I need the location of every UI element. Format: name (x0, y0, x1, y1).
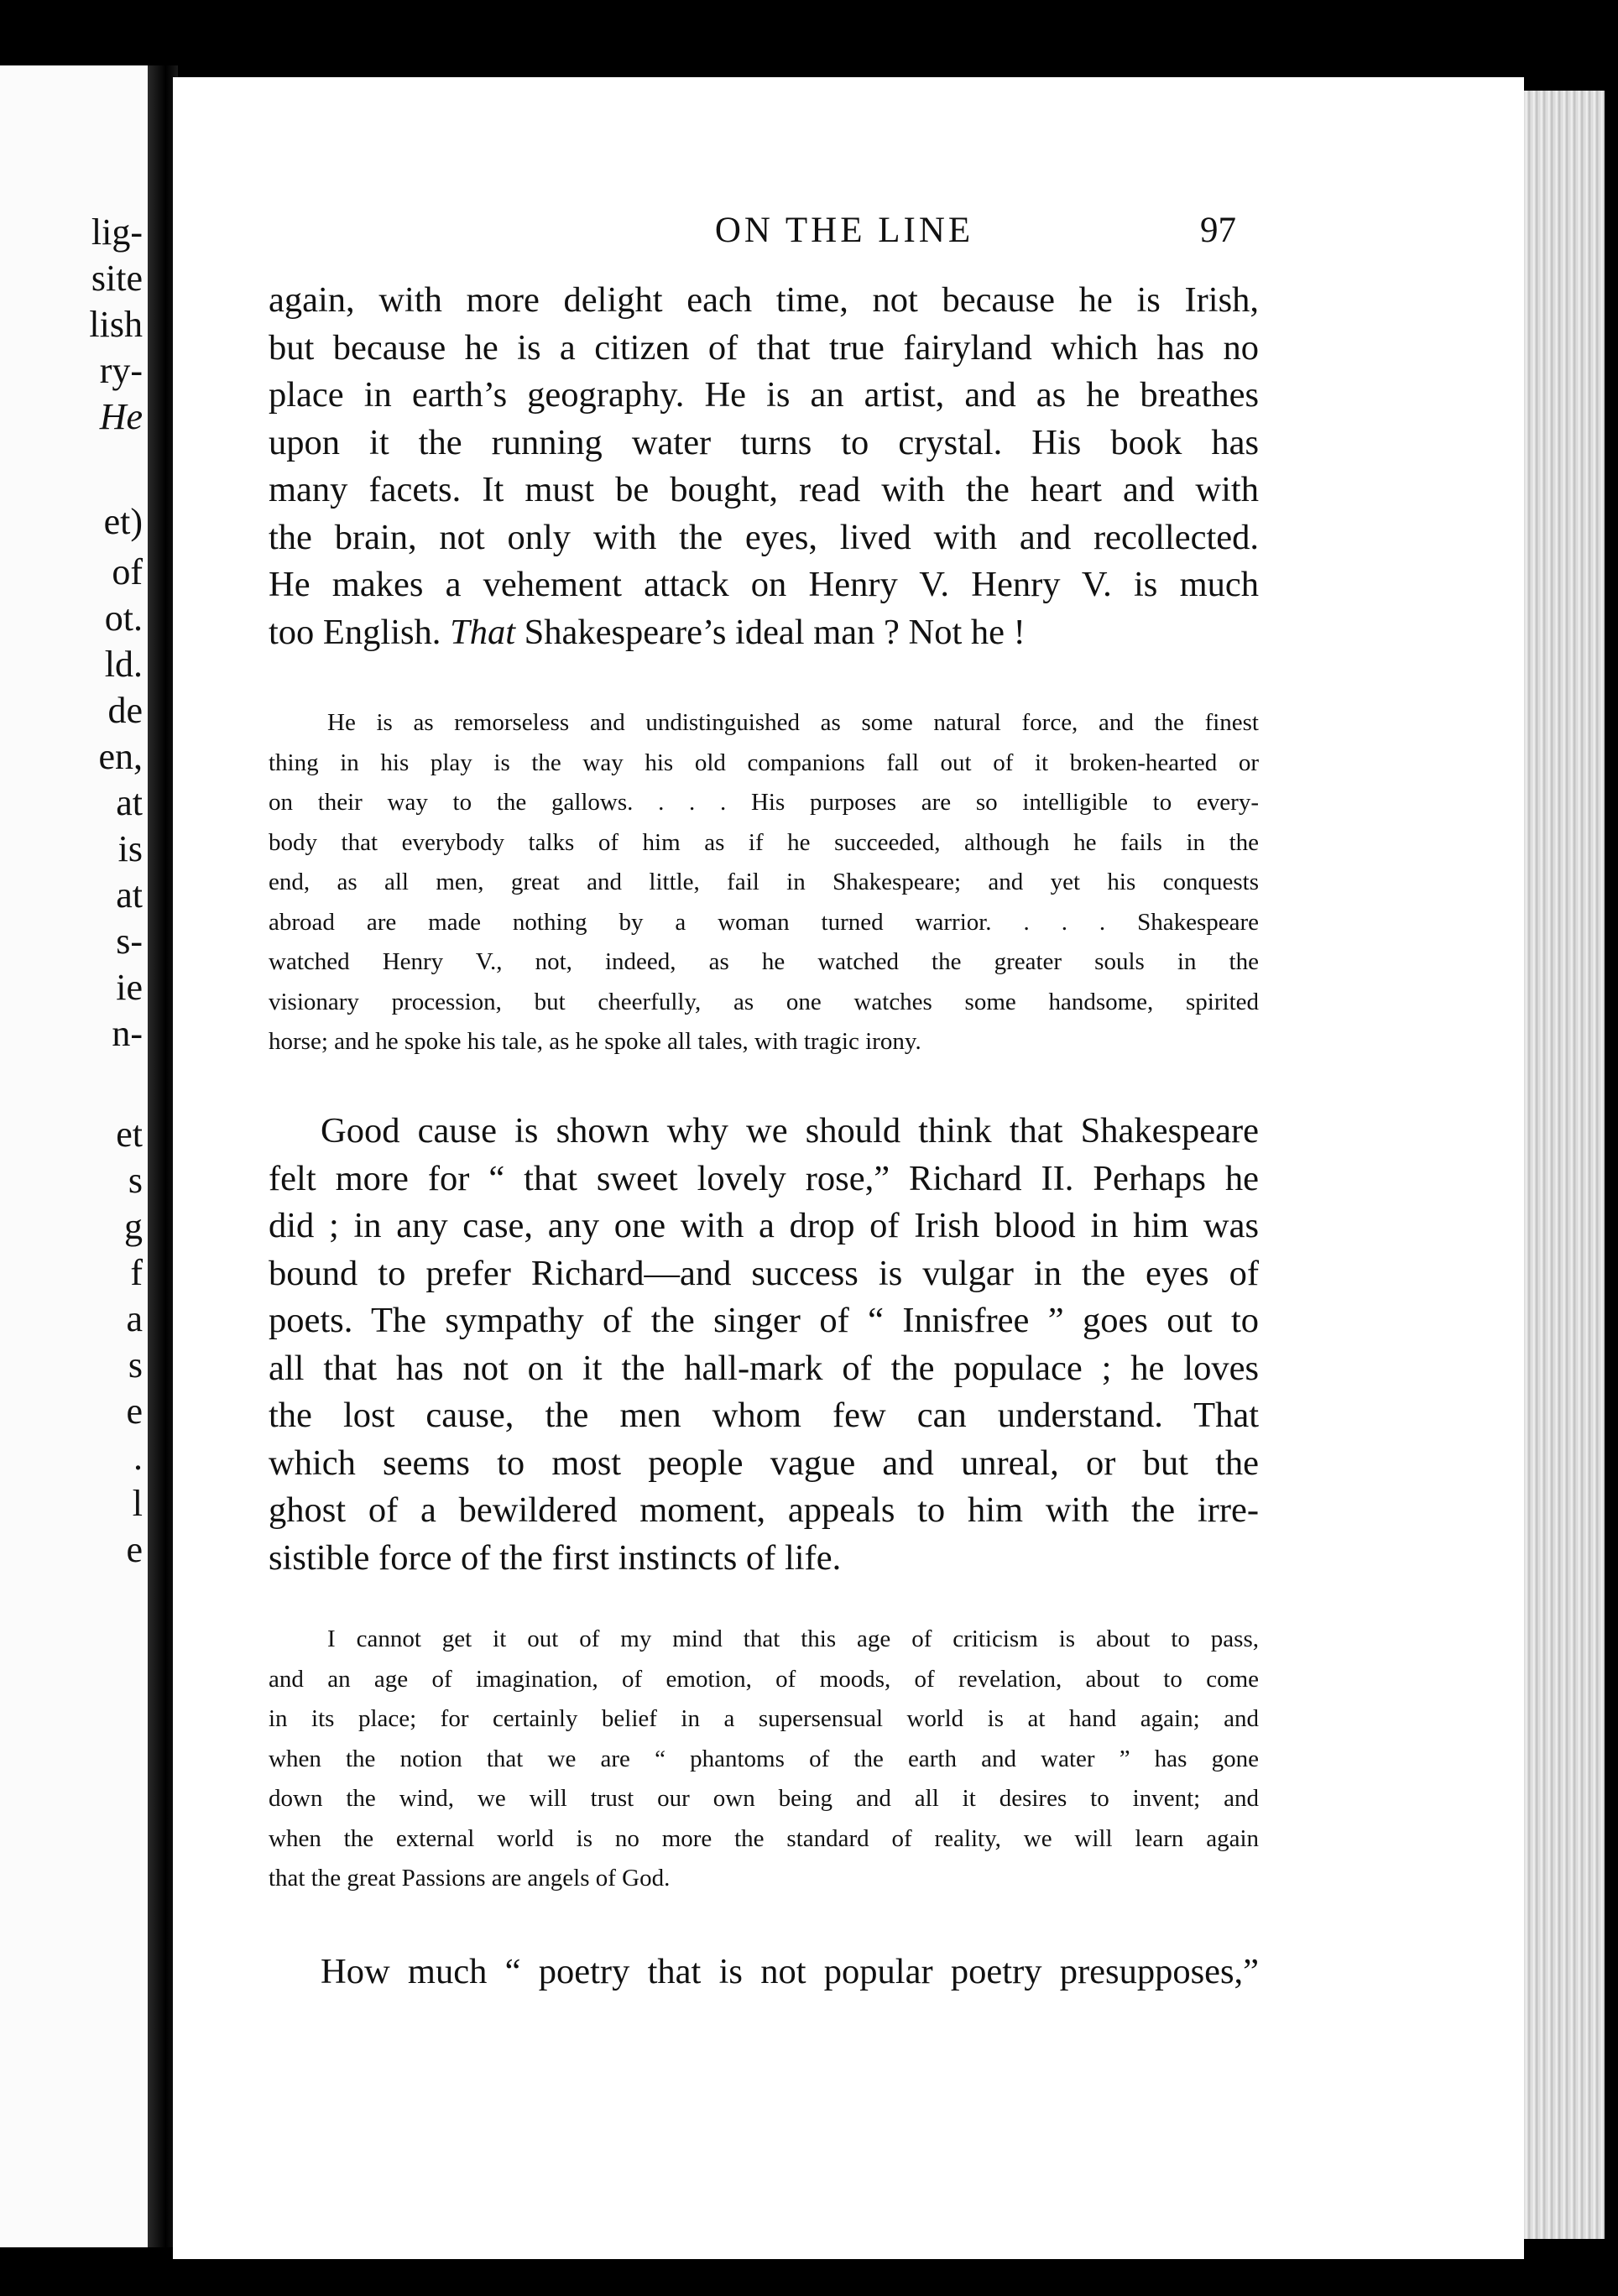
facing-page-fragment: lish (89, 304, 143, 345)
text-line: again, with more delight each time, not because he is Irish, (269, 280, 1259, 320)
text-line (269, 609, 1259, 657)
quote-line: in its place; for certainly belief in a supersensual world is at hand again; and (269, 1705, 1259, 1732)
facing-page-fragment: e (126, 1391, 143, 1432)
facing-page-fragment: at (116, 874, 143, 916)
text-line: He makes a vehement attack on Henry V. Henry V. is much (269, 565, 1259, 604)
text-run: too English. (269, 612, 451, 652)
facing-page-fragment: l (132, 1483, 143, 1524)
facing-page-fragment: s (128, 1160, 143, 1201)
quote-line: abroad are made nothing by a woman turned warrior. . . . Shakespeare (269, 908, 1259, 936)
quote-line: end, as all men, great and little, fail in Shakespeare; and yet his conquests (269, 869, 1259, 895)
facing-page-fragment: de (107, 690, 143, 731)
quote-line: horse; and he spoke his tale, as he spoke all tales, with tragic irony. (269, 1028, 921, 1055)
quote-line: that the great Passions are angels of God. (269, 1865, 671, 1892)
quote-line: when the notion that we are “ phantoms of the earth and water ” has gone (269, 1745, 1259, 1772)
text-line: many facets. It must be bought, read with the heart and with (269, 470, 1259, 509)
italic-word: That (450, 612, 516, 652)
text-line: How much “ poetry that is not popular poetry presupposes,” (321, 1952, 1259, 1991)
text-line: all that has not on it the hall-mark of the populace ; he loves (269, 1348, 1259, 1388)
facing-page (0, 65, 149, 2247)
quote-line: when the external world is no more the standard of reality, we will learn again (269, 1824, 1259, 1852)
facing-page-fragment: ld. (104, 644, 143, 685)
text-run: Shakespeare’s ideal man ? Not he ! (515, 612, 1026, 652)
facing-page-fragment: . (133, 1437, 143, 1478)
paragraph-3 (269, 1949, 1259, 1996)
quote-line: and an age of imagination, of emotion, of moods, of revelation, about to come (269, 1665, 1259, 1693)
text-line: the lost cause, the men whom few can understand. That (269, 1396, 1259, 1435)
facing-page-fragment: en, (98, 736, 143, 777)
quote-line: visionary procession, but cheerfully, as one watches some handsome, spirited (269, 988, 1259, 1015)
text-line: the brain, not only with the eyes, lived with and recollected. (269, 517, 1259, 557)
facing-page-fragment: s (128, 1344, 143, 1385)
facing-page-fragment: ry- (99, 350, 143, 391)
text-line: poets. The sympathy of the singer of “ Innisfree ” goes out to (269, 1301, 1259, 1340)
facing-page-fragment: a (126, 1298, 143, 1339)
facing-page-fragment: f (130, 1252, 143, 1293)
quote-line: down the wind, we will trust our own being and all it desires to invent; and (269, 1785, 1259, 1812)
text-line: bound to prefer Richard—and success is vulgar in the eyes of (269, 1253, 1259, 1293)
facing-page-fragment: g (124, 1206, 143, 1247)
facing-page-fragment: He (99, 396, 143, 437)
block-quote-2 (269, 1620, 1259, 1899)
text-line: Good cause is shown why we should think that Shakespeare (321, 1111, 1259, 1151)
facing-page-fragment: s- (116, 921, 143, 962)
quote-line: thing in his play is the way his old companions fall out of it broken-hearted or (269, 749, 1259, 776)
quote-line: I cannot get it out of my mind that this age of criticism is about to pass, (327, 1625, 1259, 1652)
facing-page-fragment: e (126, 1529, 143, 1570)
quote-line: watched Henry V., not, indeed, as he watched the greater souls in the (269, 948, 1259, 975)
text-line: did ; in any case, any one with a drop of Irish blood in him was (269, 1206, 1259, 1245)
text-line: ghost of a bewildered moment, appeals to him with the irre- (269, 1490, 1259, 1530)
facing-page-fragment: is (117, 828, 143, 869)
paragraph-1 (269, 277, 1259, 656)
facing-page-fragment: at (116, 782, 143, 823)
page-number: 97 (1200, 211, 1236, 250)
quote-line: on their way to the gallows. . . . His purposes are so intelligible to every- (269, 789, 1259, 816)
running-title: ON THE LINE (714, 211, 974, 250)
facing-page-fragment: of (112, 551, 143, 592)
facing-page-fragment: lig- (91, 211, 143, 253)
facing-page-fragment: ot. (104, 597, 143, 639)
text-line: place in earth’s geography. He is an artist, and as he breathes (269, 375, 1259, 415)
text-line: felt more for “ that sweet lovely rose,” Richard II. Perhaps he (269, 1158, 1259, 1198)
text-line: which seems to most people vague and unreal, or but the (269, 1443, 1259, 1483)
quote-line: body that everybody talks of him as if he succeeded, although he fails in the (269, 828, 1259, 856)
page-edges (1524, 91, 1605, 2239)
text-line: upon it the running water turns to crystal. His book has (269, 422, 1259, 462)
facing-page-fragment: n- (112, 1013, 143, 1054)
paragraph-2 (269, 1108, 1259, 1582)
facing-page-fragment: et) (103, 501, 143, 542)
block-quote-1 (269, 703, 1259, 1062)
facing-page-fragment: ie (116, 967, 143, 1008)
quote-line: He is as remorseless and undistinguished as some natural force, and the finest (327, 709, 1259, 736)
facing-page-fragment: site (91, 258, 143, 299)
facing-page-fragment: et (116, 1114, 143, 1155)
text-line: sistible force of the first instincts of life. (269, 1537, 842, 1578)
text-line: but because he is a citizen of that true fairyland which has no (269, 327, 1259, 368)
